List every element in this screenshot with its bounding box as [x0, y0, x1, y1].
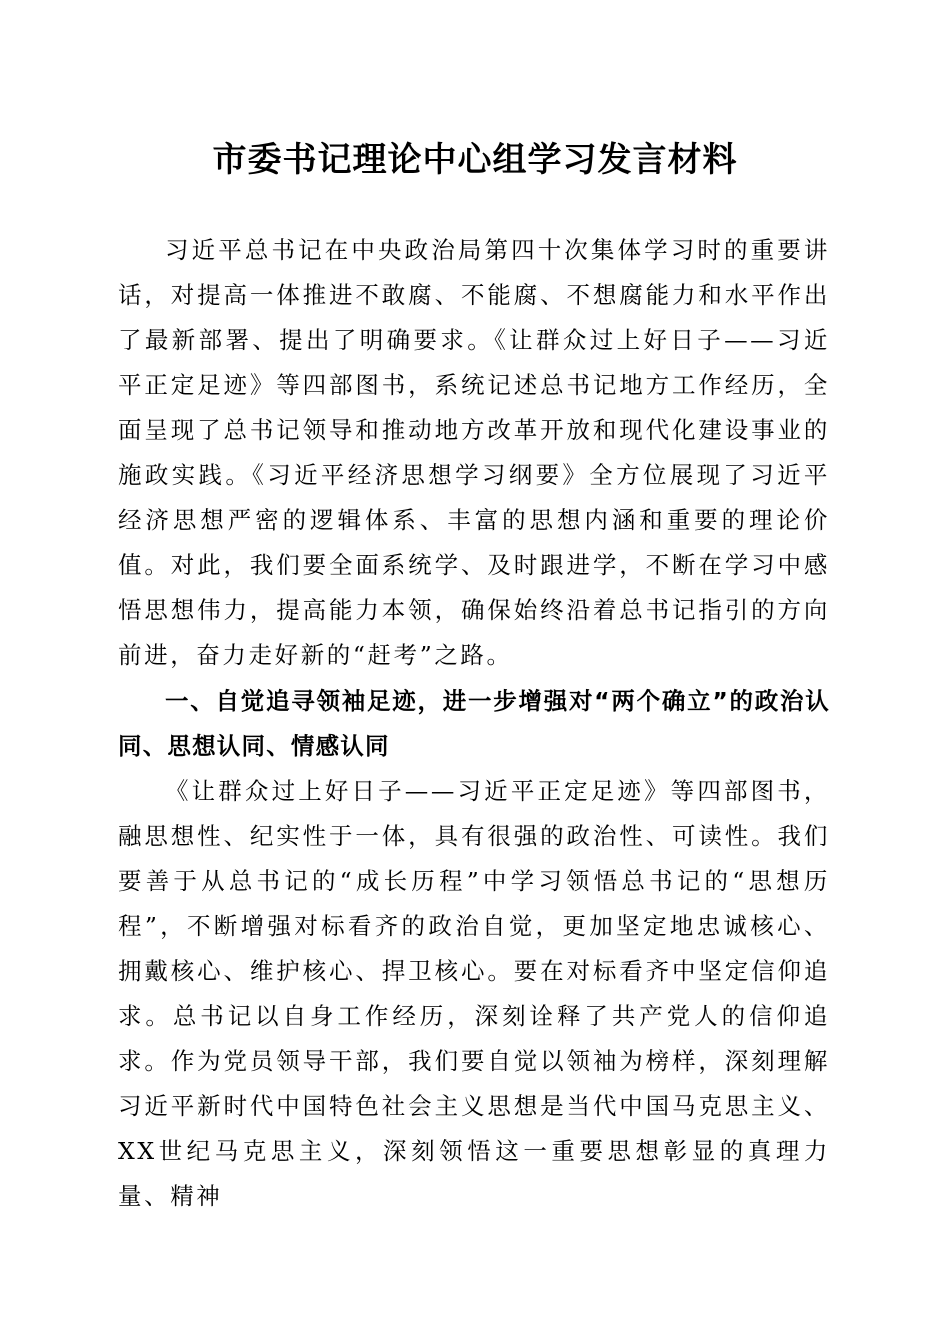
- document-title: 市委书记理论中心组学习发言材料: [212, 140, 738, 180]
- document-body: [118, 228, 830, 1219]
- section-1-paragraph: 《让群众过上好日子——习近平正定足迹》等四部图书，融思想性、纪实性于一体，具有很强的政治性、可读性。我们要善于从总书记的“成长历程”中学习领悟总书记的“思想历程”，不断增强对标看齐的政治自觉，更加坚定地忠诚核心、拥戴核心、维护核心、捍卫核心。要在对标看齐中坚定信仰追求。总书记以自身工作经历，深刻诠释了共产党人的信仰追求。作为党员领导干部，我们要自觉以领袖为榜样，深刻理解习近平新时代中国特色社会主义思想是当代中国马克思主义、XX世纪马克思主义，深刻领悟这一重要思想彰显的真理力量、精神: [118, 777, 830, 1210]
- section-heading-1: 一、自觉追寻领袖足迹，进一步增强对“两个确立”的政治认同、思想认同、情感认同: [118, 687, 830, 760]
- intro-paragraph: 习近平总书记在中央政治局第四十次集体学习时的重要讲话，对提高一体推进不敢腐、不能腐、不想腐能力和水平作出了最新部署、提出了明确要求。《让群众过上好日子——习近平正定足迹》等四部图书，系统记述总书记地方工作经历，全面呈现了总书记领导和推动地方改革开放和现代化建设事业的施政实践。《习近平经济思想学习纲要》全方位展现了习近平经济思想严密的逻辑体系、丰富的思想内涵和重要的理论价值。对此，我们要全面系统学、及时跟进学，不断在学习中感悟思想伟力，提高能力本领，确保始终沿着总书记指引的方向前进，奋力走好新的“赶考”之路。: [118, 236, 830, 669]
